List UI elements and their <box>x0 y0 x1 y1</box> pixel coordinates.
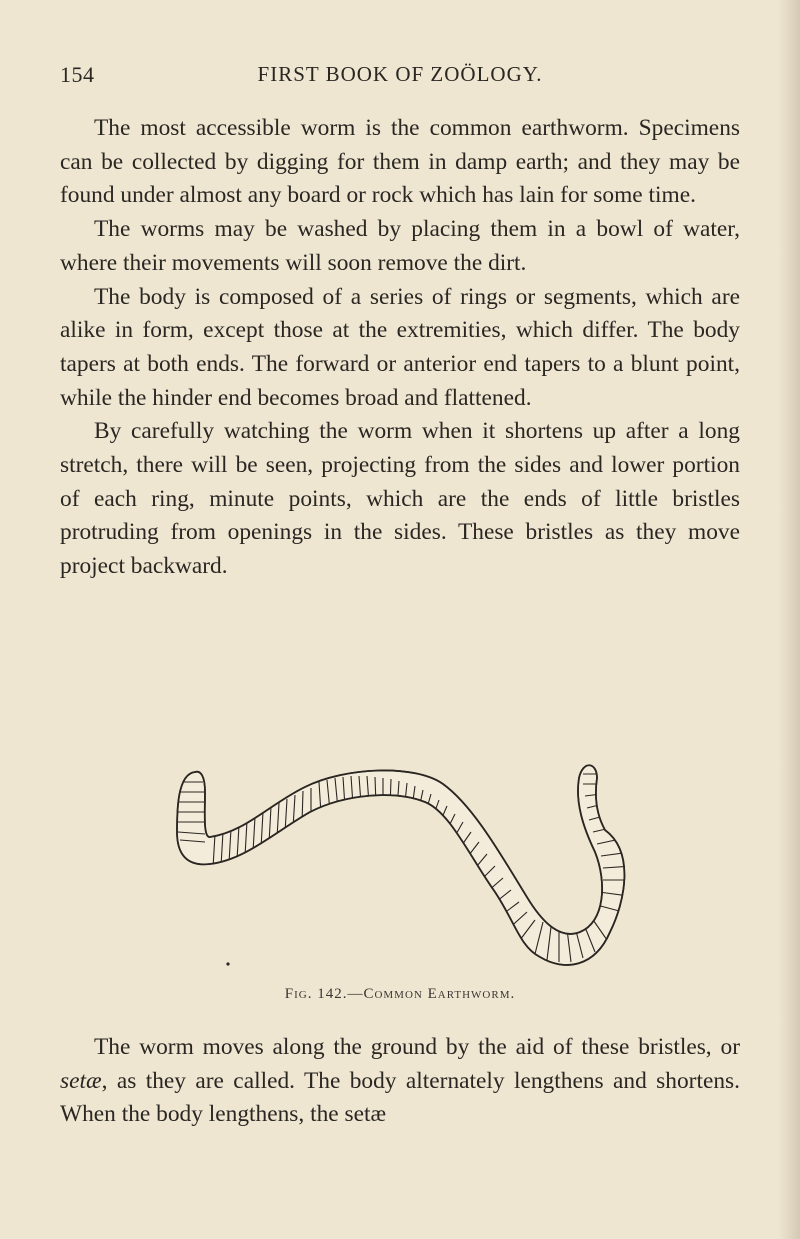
setae-term: setæ <box>60 1067 102 1094</box>
running-head: FIRST BOOK OF ZOÖLOGY. <box>257 62 543 86</box>
paragraph-movement-text-1: The worm moves along the ground by the aid of these bristles, or <box>94 1034 740 1060</box>
figure-caption <box>0 986 800 1003</box>
paragraph-movement-text-2: , as they are called. The body alternately lengthens and shortens. When the body lengthens, the setæ <box>60 1067 740 1128</box>
stray-dot <box>226 962 229 965</box>
page-edge-shadow <box>778 0 800 1239</box>
page-header <box>60 62 740 92</box>
paragraph-collecting: The most accessible worm is the common earthworm. Specimens can be collected by digging for them in damp earth; and they may be found under almost any board or rock which has lain for some time. <box>60 115 740 209</box>
body-text <box>60 112 740 584</box>
figure-caption-text: Fig. 142.—Common Earthworm. <box>284 986 516 1002</box>
paragraph-bristles: By carefully watching the worm when it shortens up after a long stretch, there will be seen, projecting from the sides and lower portion of each ring, minute points, which are the ends of little bristles protruding from openings in the sides. These bristles as they move project backward. <box>60 418 740 580</box>
body-text-continuation <box>60 1031 740 1132</box>
paragraph-movement <box>60 1031 740 1132</box>
page-number: 154 <box>60 62 95 87</box>
earthworm-illustration <box>170 760 640 980</box>
paragraph-body-segments: The body is composed of a series of rings or segments, which are alike in form, except those at the extremities, which differ. The body tapers at both ends. The forward or anterior end tapers to a blunt point, while the hinder end becomes broad and flattened. <box>60 283 740 411</box>
paragraph-washing: The worms may be washed by placing them in a bowl of water, where their movements will soon remove the dirt. <box>60 216 740 276</box>
